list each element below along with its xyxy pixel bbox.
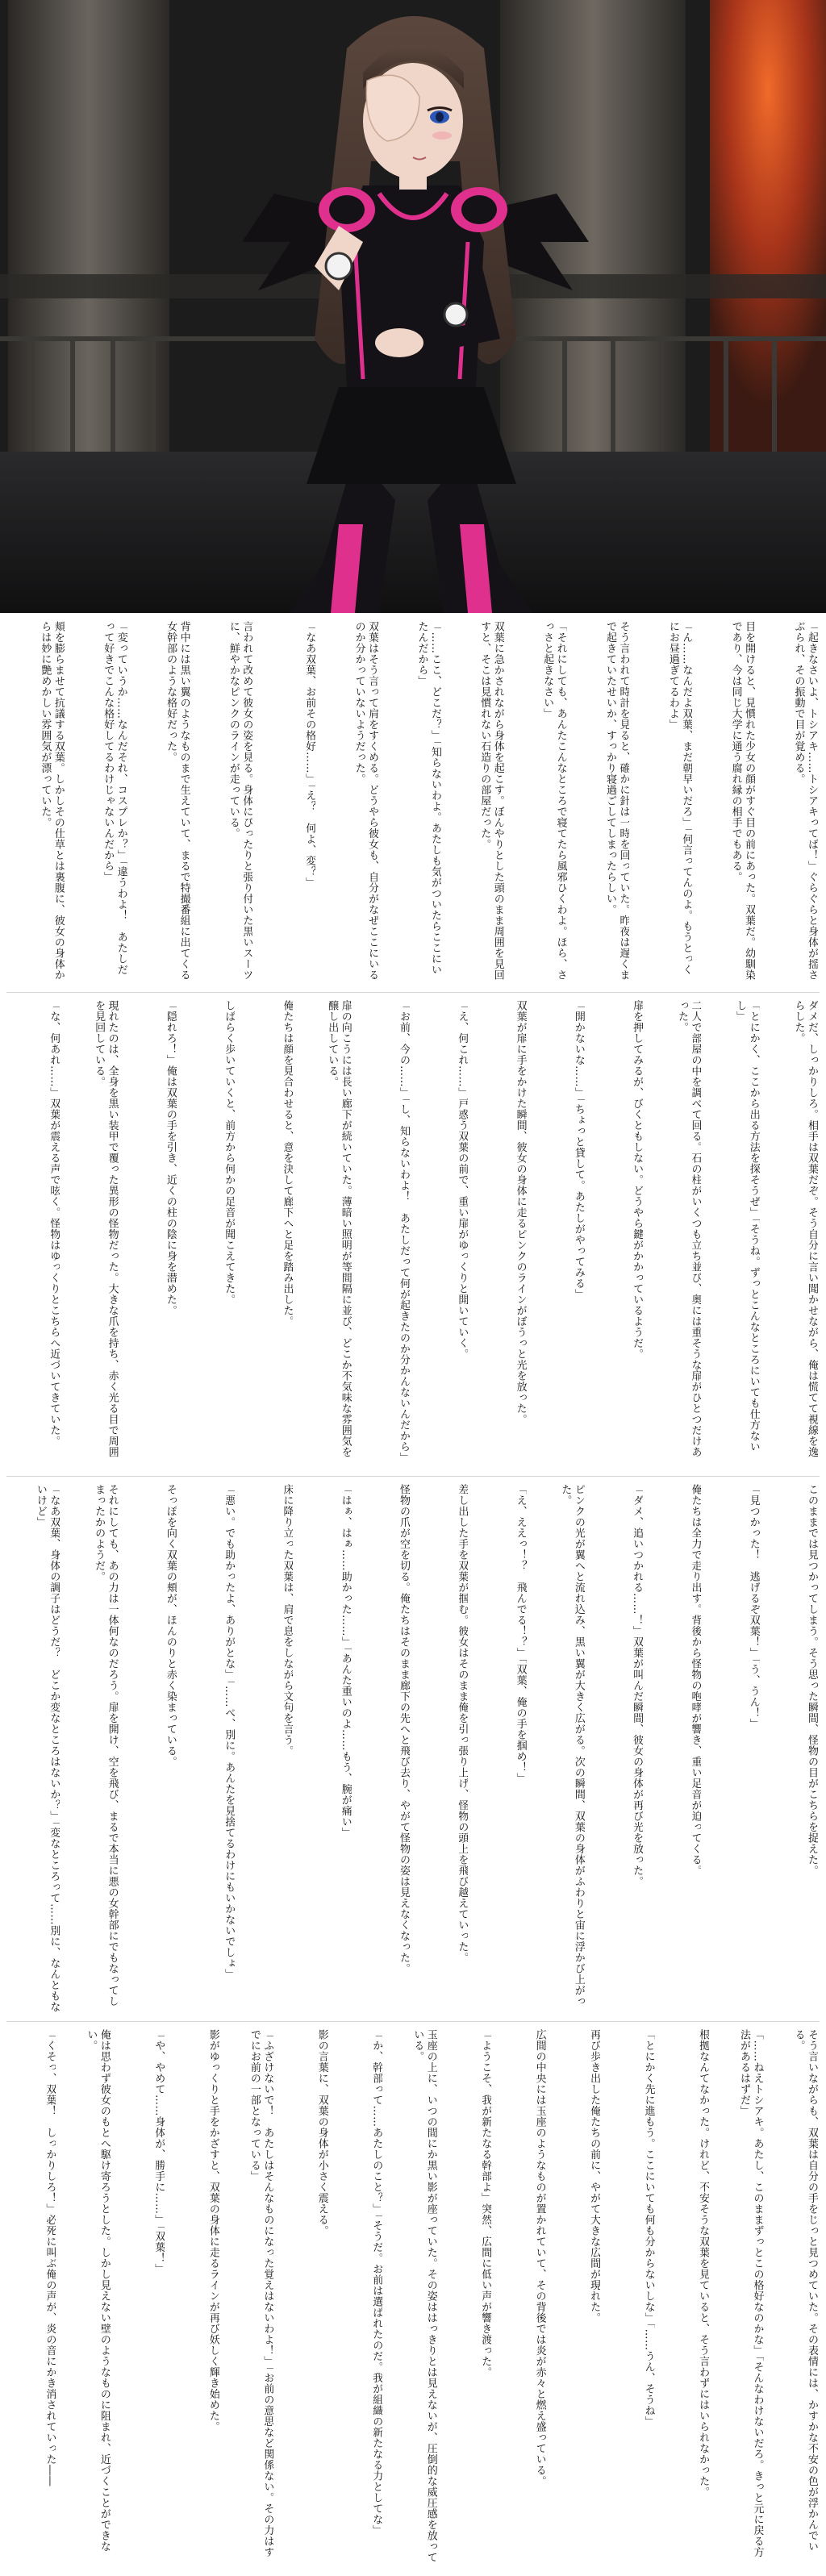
- text-column: 影がゆっくりと手をかざすと、双葉の身体に走るラインが再び妖しく輝き始めた。: [206, 2029, 219, 2432]
- text-column: 「ふざけないで！ あたしはそんなものになった覚えはないわよ！」「お前の意思など関係ない。その力はすでにお前の一部となっている」: [248, 2029, 274, 2557]
- text-column: 玉座の上に、いつの間にか黒い影が座っていた。その姿ははっきりとは見えないが、圧倒的な威圧感を放っている。: [411, 2029, 437, 2563]
- text-column: 俺たちは顔を見合わせると、意を決して廊下へと足を踏み出した。: [281, 1000, 294, 1327]
- text-band-2: [0, 992, 826, 1476]
- text-column: 「とにかく先に進もう。ここにいても何も分からないしな」「……うん、そうね」: [642, 2029, 655, 2427]
- text-column: 「か、幹部って……あたしのこと？」「そうだ。お前は選ばれたのだ。我が組織の新たなる力としてな」: [370, 2029, 383, 2536]
- text-column: 影の言葉に、双葉の身体が小さく震える。: [315, 2029, 328, 2236]
- text-column: 「それにしても、あんたこんなところで寝てたら風邪ひくわよ。ほら、さっさと起きなさい」: [541, 621, 567, 981]
- text-column: 「隠れろ！」俺は双葉の手を引き、近くの柱の陰に身を潜めた。: [164, 1000, 177, 1316]
- hero-illustration: [0, 0, 826, 613]
- text-column: 「な、何あれ……」双葉が震える声で呟く。怪物はゆっくりとこちらへ近づいてきていた。: [48, 1000, 60, 1447]
- text-column: 「開かないな……」「ちょっと貸して。あたしがやってみる」: [572, 1000, 585, 1300]
- text-column: 「とにかく、ここから出る方法を探そうぜ」「そうね。ずっとこんなところにいても仕方ないし」: [734, 1000, 760, 1453]
- text-column: 双葉に急かされながら身体を起こす。ぼんやりとした頭のまま周囲を見回すと、そこは見慣れない石造りの部屋だった。: [478, 621, 504, 981]
- text-column: 俺は思わず彼女のもとへ駆け寄ろうとした。しかし見えない壁のようなものに阻まれ、近づくことができない。: [85, 2029, 111, 2552]
- text-column: 「ダメ、追いつかれる……！」双葉が叫んだ瞬間、彼女の身体が再び光を放った。: [631, 1484, 644, 1887]
- text-column: 広間の中央には玉座のようなものが置かれていて、その背後では炎が赤々と燃え盛っている。: [533, 2029, 546, 2486]
- text-column: 「……ねえトシアキ。あたし、このままずっとこの格好なのかな」「そんなわけないだろ。きっと元に戻る方法があるはずだ」: [738, 2029, 764, 2557]
- columns-2: [8, 1000, 818, 1468]
- text-column: 背中には黒い翼のようなものまで生えていて、まるで特撮番組に出てくる女幹部のような格好だった。: [165, 621, 190, 981]
- text-column: 「はぁ、はぁ……助かった……」「あんた重いのよ……もう、腕が痛い」: [339, 1484, 352, 1838]
- text-column: 「くそっ、双葉！ しっかりしろ！」必死に叫ぶ俺の声が、炎の音にかき消されていった――: [44, 2029, 56, 2486]
- text-column: 「え、何これ……」戸惑う双葉の前で、重い扉がゆっくりと開いていく。: [456, 1000, 469, 1360]
- text-column: 俺たちは全力で走り出す。背後から怪物の咆哮が響き、重い足音が迫ってくる。: [689, 1484, 702, 1876]
- text-column: 床に降り立った双葉は、肩で息をしながら文句を言う。: [281, 1484, 294, 1757]
- text-column: ダメだ、しっかりしろ。相手は双葉だぞ。そう自分に言い聞かせながら、俺は慌てて視線を逸らした。: [792, 1000, 818, 1457]
- columns-4: [8, 2029, 818, 2568]
- text-column: 言われて改めて彼女の姿を見る。身体にぴったりと張り付いた黒いスーツに、鮮やかなピンクのラインが走っている。: [227, 621, 253, 981]
- skirt: [307, 387, 516, 484]
- text-column: 双葉はそう言って肩をすくめる。どうやら彼女も、自分がなぜここにいるのか分かっていないようだった。: [353, 621, 379, 981]
- text-column: そっぽを向く双葉の頬が、ほんのりと赤く染まっている。: [164, 1484, 177, 1767]
- text-column: 「え、ええっ！？ 飛んでる！？」「双葉、俺の手を掴め！」: [514, 1484, 527, 1784]
- text-column: 「なあ双葉、身体の調子はどうだ？ どこか変なところはないか？」「変なところって……別に、なんともないけど」: [34, 1484, 60, 2012]
- text-column: 「起きなさいよ、トシアキ……トシアキってば！」ぐらぐらと身体が揺さぶられ、その振動で目が覚める。: [792, 621, 818, 981]
- text-column: 「悪い。でも助かったよ、ありがとな」「……べ、別に。あんたを見捨てるわけにもいかないでしょ」: [223, 1484, 236, 1980]
- text-band-4: [0, 2021, 826, 2576]
- text-column: 「ようこそ、我が新たなる幹部よ」突然、広間に低い声が響き渡った。: [479, 2029, 492, 2378]
- text-column: 怪物の爪が空を切る。俺たちはそのまま廊下の先へと飛び去り、やがて怪物の姿は見えなくなった。: [398, 1484, 411, 1974]
- text-column: 再び歩き出した俺たちの前に、やがて大きな広間が現れた。: [588, 2029, 601, 2324]
- text-column: このままでは見つかってしまう。そう思った瞬間、怪物の目がこちらを捉えた。: [806, 1484, 818, 1876]
- text-column: それにしても、あの力は一体何なのだろう。扉を開け、空を飛び、まるで本当に悪の女幹部にでもなってしまったかのようだ。: [93, 1484, 119, 2007]
- text-column: 扉の向こうには長い廊下が続いていた。薄暗い照明が等間隔に並び、どこか不気味な雰囲気を醸し出している。: [326, 1000, 352, 1457]
- text-column: 「……ここ、どこだ？」「知らないわよ。あたしも気がついたらここにいたんだから」: [415, 621, 441, 975]
- text-column: そう言われて時計を見ると、確かに針は一時を回っていた。昨夜は遅くまで起きていたせいか、すっかり寝過ごしてしまったらしい。: [603, 621, 630, 981]
- character-render: [0, 0, 826, 613]
- text-column: ピンクの光が翼へと流れ込み、黒い翼が大きく広がる。次の瞬間、双葉の身体がふわりと宙に浮かび上がった。: [559, 1484, 585, 2007]
- text-column: 頬を膨らませて抗議する双葉。しかしその仕草とは裏腹に、彼女の身体からは妙に艶めかしい雰囲気が漂っていた。: [39, 621, 65, 981]
- text-column: 「見つかった！ 逃げるぞ双葉！」「う、うん！」: [747, 1484, 760, 1729]
- text-column: 現れたのは、全身を黒い装甲で覆った異形の怪物だった。大きな爪を持ち、赤く光る目で周囲を見回している。: [93, 1000, 119, 1457]
- text-band-1: [0, 613, 826, 992]
- text-column: しばらく歩いていくと、前方から何かの足音が聞こえてきた。: [223, 1000, 236, 1305]
- text-column: 差し出した手を双葉が掴む。彼女はそのまま俺を引っ張り上げ、怪物の頭上を飛び越えていった。: [456, 1484, 469, 1963]
- text-column: 「や、やめて……身体が、勝手に……」「双葉！」: [152, 2029, 165, 2274]
- columns-1: [8, 621, 818, 984]
- text-column: 「なあ双葉、お前その格好……」「え？ 何よ、変？」: [303, 621, 316, 888]
- text-column: 扉を押してみるが、びくともしない。どうやら鍵がかかっているようだ。: [631, 1000, 644, 1360]
- text-column: 双葉が扉に手をかけた瞬間、彼女の身体に走るピンクのラインがぼうっと光を放った。: [514, 1000, 527, 1425]
- text-column: 「ん……なんだよ双葉、まだ朝早いだろ」「何言ってんのよ。もうとっくにお昼過ぎてるわよ」: [666, 621, 693, 975]
- text-column: 目を開けると、見慣れた少女の顔がすぐ目の前にあった。双葉だ。幼馴染であり、今は同じ大学に通う腐れ縁の相手でもある。: [729, 621, 756, 981]
- text-column: 二人で部屋の中を調べて回る。石の柱がいくつも立ち並び、奥には重そうな扉がひとつだけあった。: [675, 1000, 702, 1457]
- text-column: 根拠なんてなかった。けれど、不安そうな双葉を見ていると、そう言わずにはいられなかった。: [697, 2029, 710, 2498]
- columns-3: [8, 1484, 818, 2013]
- hand: [375, 328, 423, 357]
- text-column: 「お前、今の……」「し、知らないわよ！ あたしだって何が起きたのか分かんないんだから」: [398, 1000, 411, 1463]
- text-band-3: [0, 1476, 826, 2021]
- text-column: 「変っていうか……なんだそれ、コスプレか？」「違うわよ！ あたしだって好きでこんな格好してるわけじゃないんだから」: [102, 621, 127, 975]
- text-column: そう言いながらも、双葉は自分の手をじっと見つめていた。その表情には、かすかな不安の色が浮かんでいる。: [792, 2029, 818, 2552]
